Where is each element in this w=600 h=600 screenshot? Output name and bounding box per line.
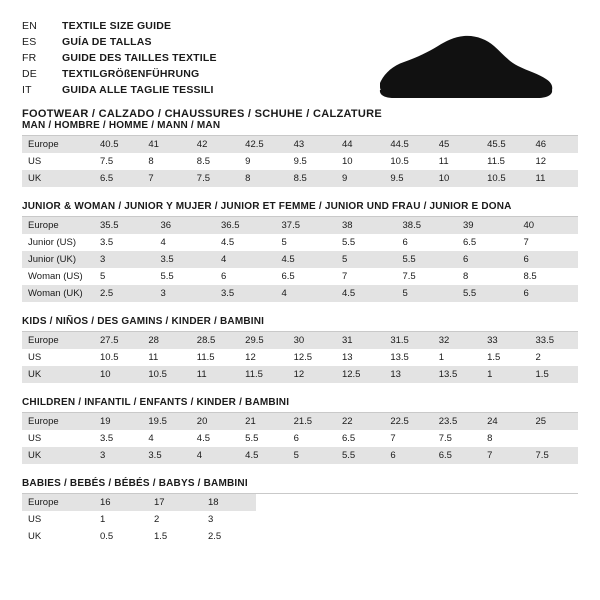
footwear-category-title: FOOTWEAR / CALZADO / CHAUSSURES / SCHUHE / CALZATURE: [22, 108, 383, 120]
row-label: US: [28, 433, 42, 444]
cell: 7: [481, 447, 529, 464]
row-label: UK: [22, 170, 94, 187]
table-row: [22, 234, 578, 251]
dress-shoe-icon: [374, 34, 554, 106]
size-table-children: [22, 413, 578, 464]
cell: 42: [191, 136, 239, 153]
cell: 6: [518, 285, 579, 302]
language-code: EN: [22, 20, 37, 32]
cell: 5.5: [457, 285, 518, 302]
cell: 12.5: [336, 366, 384, 383]
row-label: Europe: [22, 494, 94, 511]
language-row: [22, 34, 217, 50]
cell: 40: [518, 217, 579, 234]
cell: 38.5: [397, 217, 458, 234]
cell: 8: [239, 170, 287, 187]
row-label: UK: [22, 366, 94, 383]
cell: 31.5: [384, 332, 432, 349]
cell: 5.5: [342, 237, 356, 248]
cell: 8: [487, 433, 493, 444]
cell: 27.5: [94, 332, 142, 349]
cell: 31: [336, 332, 384, 349]
cell: 6.5: [281, 271, 295, 282]
document-header: [22, 18, 578, 120]
cell: 6.5: [94, 170, 142, 187]
section-children: [22, 397, 578, 464]
section-title: BABIES / BEBÉS / BÉBÉS / BABYS / BAMBINI: [22, 478, 248, 489]
cell: 11.5: [487, 156, 505, 167]
cell: 12: [245, 352, 256, 363]
cell: 42.5: [239, 136, 287, 153]
cell: 4.5: [239, 447, 287, 464]
row-label: UK: [22, 447, 94, 464]
language-row: [22, 50, 217, 66]
language-code: IT: [22, 84, 32, 96]
cell: 7.5: [191, 170, 239, 187]
row-label: Europe: [22, 413, 94, 430]
table-row: [22, 285, 578, 302]
language-title: TEXTILE SIZE GUIDE: [62, 20, 172, 32]
row-label: Europe: [22, 332, 94, 349]
table-row: [22, 430, 578, 447]
cell: 24: [481, 413, 529, 430]
cell: 8: [463, 271, 469, 282]
cell: 22.5: [384, 413, 432, 430]
cell: 44: [336, 136, 384, 153]
cell: 45.5: [481, 136, 529, 153]
cell: 1.5: [154, 531, 168, 542]
table-row: [22, 413, 578, 430]
cell: 10.5: [142, 366, 190, 383]
cell: 4.5: [336, 285, 397, 302]
cell: 28: [142, 332, 190, 349]
cell: 23.5: [433, 413, 481, 430]
row-label: Woman (UK): [22, 285, 94, 302]
cell: 4: [148, 433, 154, 444]
language-row: [22, 18, 217, 34]
cell: 5: [397, 285, 458, 302]
row-label: Woman (US): [28, 271, 83, 282]
cell: 44.5: [384, 136, 432, 153]
row-label: Junior (UK): [22, 251, 94, 268]
section-title: KIDS / NIÑOS / DES GAMINS / KINDER / BAMBINI: [22, 316, 265, 327]
cell: 6: [293, 433, 299, 444]
cell: 3.5: [155, 251, 216, 268]
row-label: Junior (US): [28, 237, 77, 248]
cell: 12.5: [293, 352, 313, 363]
language-title: GUIDA ALLE TAGLIE TESSILI: [62, 84, 214, 96]
cell: 19: [94, 413, 142, 430]
table-row: [22, 136, 578, 153]
cell: 41: [142, 136, 190, 153]
cell: 4: [276, 285, 337, 302]
section-babies: [22, 478, 578, 545]
cell: 5.5: [245, 433, 259, 444]
cell: 8.5: [196, 156, 210, 167]
language-title: TEXTILGRÖßENFÜHRUNG: [62, 68, 200, 80]
cell: 7.5: [100, 156, 114, 167]
cell: 11.5: [196, 352, 215, 363]
cell: 36: [155, 217, 216, 234]
cell: 13.5: [433, 366, 481, 383]
cell: 1: [100, 514, 106, 525]
table-row: [22, 494, 256, 511]
cell: 36.5: [215, 217, 276, 234]
cell: 9.5: [384, 170, 432, 187]
cell: 13: [341, 352, 353, 363]
cell: 4.5: [221, 237, 235, 248]
language-title: GUIDE DES TAILLES TEXTILE: [62, 52, 217, 64]
cell: 3: [94, 251, 155, 268]
cell: 3: [208, 514, 214, 525]
cell: 11: [191, 366, 239, 383]
cell: 12: [535, 156, 547, 167]
cell: 6: [221, 271, 227, 282]
cell: 2.5: [208, 531, 222, 542]
section-man: [22, 120, 578, 187]
size-table-man: [22, 136, 578, 187]
table-row: [22, 153, 578, 170]
section-kids: [22, 316, 578, 383]
row-label: US: [28, 352, 42, 363]
row-label: US: [28, 156, 42, 167]
cell: 5: [281, 237, 287, 248]
cell: 6.5: [433, 447, 481, 464]
cell: 46: [530, 136, 578, 153]
table-row: [22, 447, 578, 464]
table-row: [22, 332, 578, 349]
cell: 7.5: [530, 447, 578, 464]
cell: 18: [202, 494, 256, 511]
cell: 5.5: [336, 447, 384, 464]
cell: 7: [523, 237, 529, 248]
cell: 32: [433, 332, 481, 349]
cell: 3.5: [100, 237, 114, 248]
cell: 38: [336, 217, 397, 234]
cell: 3.5: [215, 285, 276, 302]
cell: 10.5: [390, 156, 409, 167]
section-title: MAN / HOMBRE / HOMME / MANN / MAN: [22, 120, 221, 131]
cell: 1: [481, 366, 529, 383]
cell: 2: [154, 514, 160, 525]
cell: 22: [336, 413, 384, 430]
table-row: [22, 528, 256, 545]
cell: 6: [402, 237, 408, 248]
cell: 10.5: [481, 170, 529, 187]
cell: 1: [438, 352, 445, 363]
cell: 2: [535, 352, 541, 363]
cell: 11: [148, 352, 159, 363]
cell: 13: [384, 366, 432, 383]
cell: 5.5: [160, 271, 174, 282]
cell: 33.5: [530, 332, 578, 349]
cell: 11.5: [239, 366, 287, 383]
row-label: UK: [28, 531, 42, 542]
cell: 19.5: [142, 413, 190, 430]
cell: 6.5: [341, 433, 356, 444]
cell: 4: [215, 251, 276, 268]
babies-table-wrap: [22, 494, 256, 545]
cell: 8.5: [288, 170, 336, 187]
cell: 5: [336, 251, 397, 268]
cell: 3.5: [142, 447, 190, 464]
section-title: CHILDREN / INFANTIL / ENFANTS / KINDER / BAMBINI: [22, 397, 290, 408]
language-code: DE: [22, 68, 37, 80]
size-table-junior-woman: [22, 217, 578, 302]
cell: 20: [191, 413, 239, 430]
cell: 5: [100, 271, 106, 282]
cell: 3.5: [100, 433, 114, 444]
cell: 10: [433, 170, 481, 187]
cell: 4: [191, 447, 239, 464]
cell: 12: [288, 366, 336, 383]
cell: 7: [390, 433, 396, 444]
row-label: Europe: [22, 136, 94, 153]
cell: 7.5: [438, 433, 452, 444]
cell: 45: [433, 136, 481, 153]
cell: 40.5: [94, 136, 142, 153]
cell: 21.5: [288, 413, 336, 430]
cell: 9: [336, 170, 384, 187]
cell: 30: [288, 332, 336, 349]
cell: 29.5: [239, 332, 287, 349]
language-title: GUÍA DE TALLAS: [62, 36, 152, 48]
cell: 5: [288, 447, 336, 464]
cell: 43: [288, 136, 336, 153]
cell: 9: [245, 156, 251, 167]
cell: 8.5: [523, 271, 537, 282]
cell: 28.5: [191, 332, 239, 349]
section-title: JUNIOR & WOMAN / JUNIOR Y MUJER / JUNIOR ET FEMME / JUNIOR UND FRAU / JUNIOR E DONA: [22, 201, 512, 212]
language-title-list: [22, 18, 217, 98]
language-row: [22, 66, 217, 82]
section-junior-woman: [22, 201, 578, 302]
cell: 33: [481, 332, 529, 349]
cell: 35.5: [94, 217, 155, 234]
cell: 37.5: [276, 217, 337, 234]
cell: 9.5: [293, 156, 307, 167]
table-row: [22, 170, 578, 187]
cell: 39: [457, 217, 518, 234]
cell: 7: [342, 271, 348, 282]
cell: 1.5: [530, 366, 578, 383]
cell: 10: [341, 156, 353, 167]
language-code: ES: [22, 36, 37, 48]
table-row: [22, 349, 578, 366]
size-table-babies: [22, 494, 256, 545]
row-label: US: [28, 514, 42, 525]
cell: 7.5: [402, 271, 416, 282]
cell: 6: [457, 251, 518, 268]
cell: [530, 430, 578, 447]
cell: 11: [530, 170, 578, 187]
cell: 10: [94, 366, 142, 383]
cell: 6.5: [463, 237, 477, 248]
language-row: [22, 82, 217, 98]
table-row: [22, 217, 578, 234]
cell: 1.5: [487, 352, 501, 363]
row-label: Europe: [22, 217, 94, 234]
cell: 3: [155, 285, 216, 302]
cell: 5.5: [397, 251, 458, 268]
cell: 10.5: [100, 352, 119, 363]
cell: 7: [142, 170, 190, 187]
cell: 11: [438, 156, 449, 167]
cell: 3: [94, 447, 142, 464]
table-row: [22, 251, 578, 268]
cell: 8: [148, 156, 154, 167]
table-row: [22, 268, 578, 285]
size-table-kids: [22, 332, 578, 383]
cell: 25: [530, 413, 578, 430]
language-code: FR: [22, 52, 37, 64]
cell: 6: [518, 251, 579, 268]
cell: 4.5: [276, 251, 337, 268]
cell: 21: [239, 413, 287, 430]
table-row: [22, 366, 578, 383]
cell: 2.5: [94, 285, 155, 302]
cell: 6: [384, 447, 432, 464]
cell: 13.5: [390, 352, 409, 363]
table-row: [22, 511, 256, 528]
cell: 17: [148, 494, 202, 511]
cell: 0.5: [100, 531, 114, 542]
cell: 4.5: [196, 433, 210, 444]
cell: 16: [94, 494, 148, 511]
cell: 4: [160, 237, 166, 248]
